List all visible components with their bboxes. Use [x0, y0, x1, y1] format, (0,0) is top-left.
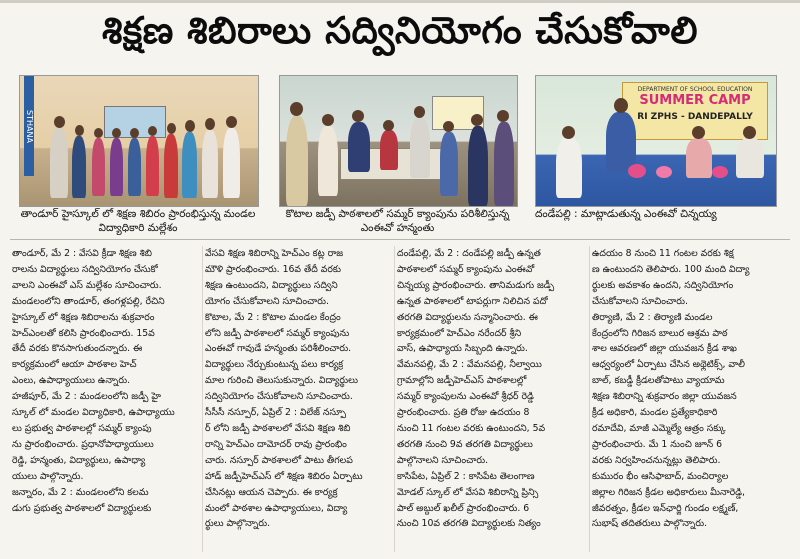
banner-school: RI ZPHS - DANDEPALLY [637, 112, 753, 122]
person-figure [110, 138, 123, 196]
person-head [75, 125, 84, 136]
person-head [352, 110, 364, 122]
person-head [185, 120, 195, 132]
photo-caption-2: కొటాల జడ్పీ పాఠశాలలో సమ్మర్ క్యాంపును పరిశీలిస్తున్న ఎంఈవో హన్మంతు [285, 208, 510, 234]
person-figure [494, 122, 514, 206]
person-figure [440, 132, 458, 196]
person-figure [92, 138, 105, 196]
person-head [290, 102, 303, 116]
column-divider [394, 246, 395, 552]
person-figure [72, 136, 86, 198]
person-head [497, 110, 509, 122]
article-column-4: ఉదయం 8 నుంచి 11 గంటల వరకు శిక్ష ణ ఉంటుందని తెలిపారు. 100 మంది విద్యా ర్థులకు అవకాశం ఉందని, సద్వినియోగం చేసుకోవాలని సూచించారు. తిర్యాణి, మే 2 : తిర్యాణి మండల కేంద్రంలోని గిరిజన బాలుర ఆశ్రమ పాఠ శాల ఆవరణలో జిల్లా యువజన క్రీడ శాఖ ఆధ్వర్యంలో ఏర్పాటు చేసిన అథ్లెటిక్స్, వాలీ బాల్, కబడ్డీ క్రీడలతోపాటు వ్యాయామ శిక్షణ శిబిరాన్ని శుక్రవారం జిల్లా యువజన క్రీడ అధికారి, మండల ప్రత్యేకాధికారి రమాదేవి, మాజీ ఎమ్మెల్యే ఆత్రం సక్కు ప్రారంభించారు. మే 1 నుంచి జూన్ 6 వరకు నిర్వహించనున్నట్లు తెలిపారు. కుమురం భీం ఆసిఫాబాద్, మంచిర్యాల జిల్లాల గిరిజన క్రీడల అధికారులు మీనారెడ్డి, జీవరత్నం, క్రీడల ఇన్‌ఛార్జి గుండం లక్ష్మణ్, సుభాష్ తదితరులు పాల్గొన్నారు. [592, 248, 750, 530]
person-head [414, 106, 425, 118]
article-column-1: తాండూర్, మే 2 : వేసవి క్రీడా శిక్షణ శిబి రాలను విద్యార్థులు సద్వినియోగం చేసుకో వాలని ఎంఈవో ఎస్ మల్లేశం సూచించారు. మండలంలోని తాండూర్, తంగళ్లపల్లి, రేచిని హైస్కూల్ లో శిక్షణ శిబిరాలను శుక్రవారం హెచ్ఎంలతో కలిసి ప్రారంభించారు. 15వ తేదీ వరకు కొనసాగుతుందన్నారు. ఈ కార్యక్రమంలో ఆయా పాఠశాల హెచ్ ఎంలు, ఉపాధ్యాయులు ఉన్నారు. హజీపూర్, మే 2 : మండలంలోని జడ్పీ హై స్కూల్ లో మండల విద్యాధికారి, ఉపాధ్యాయు లు ప్రభుత్వ పాఠశాలల్లో సమ్మర్ క్యాంపు ను ప్రారంభించారు. ప్రధానోపాధ్యాయులు రెడ్డి, హన్మంతు, విద్యార్థులు, ఉపాధ్యా యులు పాల్గొన్నారు. జన్నారం, మే 2 : మండలంలోని కలమ డుగు ప్రభుత్వ పాఠశాలలో విద్యార్థులకు [12, 248, 175, 514]
speaker-head [614, 98, 628, 113]
banner-title: SUMMER CAMP [639, 93, 751, 108]
banner-department: DEPARTMENT OF SCHOOL EDUCATION [637, 86, 753, 93]
column-divider [589, 246, 590, 552]
photo-kotala-camp [279, 75, 518, 207]
person-head [94, 128, 103, 138]
person-figure [202, 130, 218, 198]
person-head [226, 116, 237, 128]
photo-caption-3: దండేపల్లి : మాట్లాడుతున్న ఎంఈవో చిన్నయ్య [535, 208, 717, 220]
person-head [743, 126, 756, 139]
person-head [383, 120, 394, 131]
flower-bouquet [628, 164, 646, 178]
wall-sign: STHANA [24, 76, 34, 176]
person-figure [556, 138, 582, 198]
person-figure [736, 138, 764, 178]
person-head [54, 116, 65, 128]
person-head [205, 118, 215, 130]
photo-caption-1: తాండూర్ హైస్కూల్ లో శిక్షణ శిబిరం ప్రారంభిస్తున్న మండల విద్యాధికారి మల్లేశం [20, 208, 256, 234]
headline: శిక్షణ శిబిరాలు సద్వినియోగం చేసుకోవాలి [102, 9, 698, 52]
section-divider [10, 239, 790, 240]
person-figure [410, 118, 430, 178]
person-figure [182, 132, 197, 198]
person-figure [128, 138, 141, 196]
person-figure [164, 134, 178, 198]
person-head [443, 121, 454, 132]
person-head [471, 114, 483, 126]
article-column-2: వేసవి శిక్షణ శిబిరాన్ని హెచ్ఎం కట్ల రాజ మౌళి ప్రారంభించారు. 16వ తేదీ వరకు శిక్షణ ఉంటుందని, విద్యార్థులు సద్విని యోగం చేసుకోవాలని సూచించారు. కొటాల, మే 2 : కొటాల మండల కేంద్రం లోని జడ్పీ పాఠశాలలో సమ్మర్ క్యాంపును ఎంఈవో గావుడే హన్మంతు పరిశీలించారు. విద్యార్థులు నేర్చుకుంటున్న పలు కార్యక్ర మాల గురించి తెలుసుకున్నారు. విద్యార్థులు సద్వినియోగం చేసుకోవాలని సూచించారు. సీసీసీ నస్పూర్, ఏప్రిల్ 2 : విలేజ్ నస్పూ ర్ లోని జడ్పీ పాఠశాలలో వేసవి శిక్షణ శిబి రాన్ని హెచ్ఎం దామోదర్ రావు ప్రారంభిం చారు. నస్పూర్ పాఠశాలలో పాటు తీగలప హాడ్ జడ్పీహెచ్ఎస్ లో శిక్షణ శిబిరం ఏర్పాటు చేసినట్లు ఆయన చెప్పారు. ఈ కార్యక్ర మంలో పాఠశాల ఉపాధ్యాయులు, విద్యా ర్థులు పాల్గొన్నారు. [205, 248, 363, 530]
person-head [112, 128, 121, 138]
person-figure [686, 138, 712, 178]
person-figure [146, 136, 159, 196]
person-head [167, 123, 176, 134]
person-figure [223, 128, 240, 198]
person-figure [286, 116, 308, 206]
person-head [692, 126, 705, 139]
article-column-3: దండేపల్లి, మే 2 : దండేపల్లి జడ్పీ ఉన్నత పాఠశాలలో సమ్మర్ క్యాంపును ఎంఈవో చిన్నయ్య ప్రారంభించారు. తానిమడుగు జడ్పీ ఉన్నత పాఠశాలలో టాపర్లుగా నిలిచిన పదో తరగతి విద్యార్థులను సన్మానించారు. ఈ కార్యక్రమంలో హెచ్ఎం నరేందర్ శ్రీని వాస్, ఉపాధ్యాయ సిబ్బంది ఉన్నారు. వేమనపల్లి, మే 2 : వేమనపల్లి, నీల్వాయి గ్రామాల్లోని జడ్పీహెచ్ఎస్ పాఠశాలల్లో సమ్మర్ క్యాంపులను ఎంఈవో శ్రీధర్ రెడ్డి ప్రారంభించారు. ప్రతి రోజు ఉదయం 8 నుంచి 11 గంటల వరకు ఉంటుందని, 5వ తరగతి నుంచి 9వ తరగతి విద్యార్థులు పాల్గొనాలని సూచించారు. కాసిపేట, ఏప్రిల్ 2 : కాసిపేట తెలంగాణ మోడల్ స్కూల్ లో వేసవి శిబిరాన్ని ప్రిన్సి పాల్ అబ్దుల్ ఖలీల్ ప్రారంభించారు. 6 నుంచి 10వ తరగతి విద్యార్థులకు నిత్యం [397, 248, 555, 530]
person-figure [348, 122, 370, 172]
photo-tandur-camp [19, 75, 259, 207]
person-figure [318, 126, 338, 196]
speaker-figure [606, 112, 636, 172]
person-head [322, 114, 334, 126]
person-figure [380, 130, 398, 170]
person-head [148, 126, 157, 136]
column-divider [202, 246, 203, 552]
person-head [130, 128, 139, 138]
person-figure [50, 128, 68, 198]
flower-bouquet [656, 166, 672, 178]
photo-dandepally-camp [535, 75, 777, 207]
person-head [562, 126, 575, 139]
flower-bouquet [712, 166, 728, 178]
person-figure [468, 126, 488, 206]
